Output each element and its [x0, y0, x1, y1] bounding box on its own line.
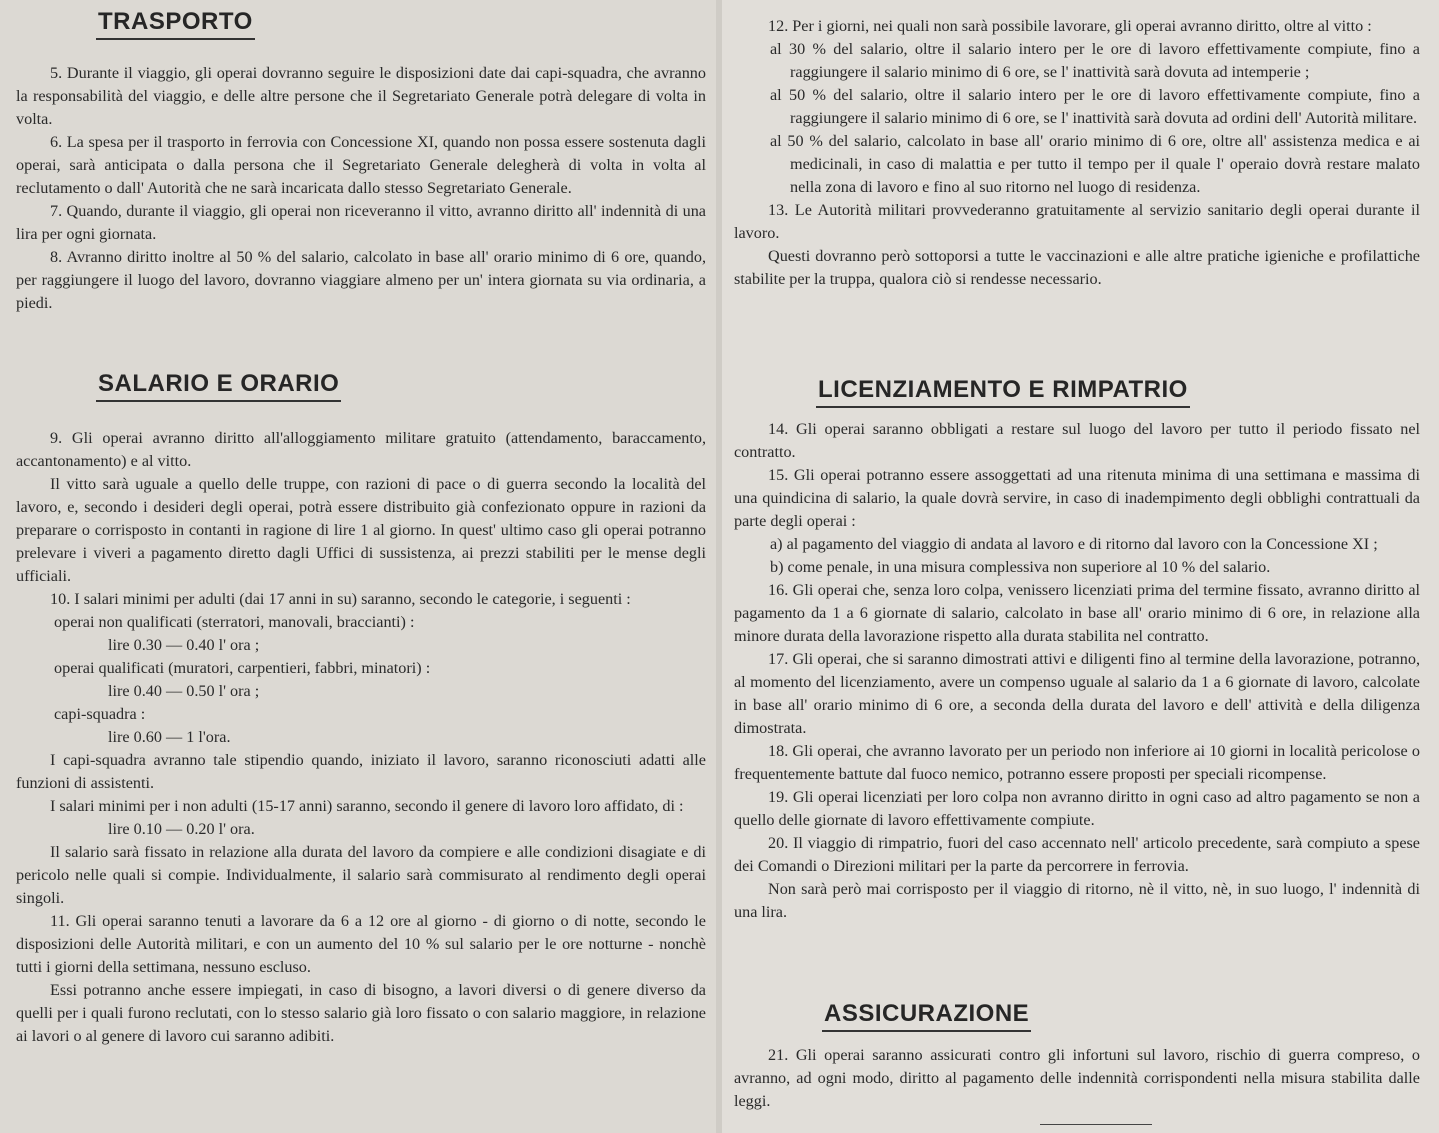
article-19: 19. Gli operai licenziati per loro colpa non avranno diritto in ogni caso ad altro pagamento se non a quello delle giornate di lavoro effettivamente compiute.	[734, 788, 1420, 829]
article-5: 5. Durante il viaggio, gli operai dovranno seguire le disposizioni date dai capi-squadra, che avranno la responsabilità del viaggio, e delle altre persone che il Segretariato Generale potrà delegare di volta in volta.	[16, 64, 706, 128]
heading-licenziamento-rimpatrio: LICENZIAMENTO E RIMPATRIO	[816, 376, 1190, 408]
rate-non-adulti: lire 0.10 — 0.20 l' ora.	[108, 820, 255, 838]
article-10: 10. I salari minimi per adulti (dai 17 anni in su) saranno, secondo le categorie, i seguenti :	[50, 590, 631, 608]
category-capi-squadra: capi-squadra :	[54, 705, 146, 723]
article-9-vitto: Il vitto sarà uguale a quello delle truppe, con razioni di pace o di guerra secondo la località del lavoro, e, secondo i desideri degli operai, potrà essere distribuito già confezionato oppure in razioni da preparare o corrisposto in contanti in ragione di lire 1 al giorno. In quest' ultimo caso gli operai potranno prelevare i viveri a pagamento diretto dagli Uffici di sussistenza, ai prezzi stabiliti per le mense degli ufficiali.	[16, 475, 706, 585]
article-8: 8. Avranno diritto inoltre al 50 % del salario, calcolato in base all' orario minimo di 6 ore, quando, per raggiungere il luogo del lavoro, dovranno viaggiare almeno per un' intera giornata su via ordinaria, a piedi.	[16, 248, 706, 312]
rate-unqualified: lire 0.30 — 0.40 l' ora ;	[108, 636, 260, 654]
article-14: 14. Gli operai saranno obbligati a restare sul luogo del lavoro per tutto il periodo fissato nel contratto.	[734, 420, 1420, 461]
article-10-fissato: Il salario sarà fissato in relazione alla durata del lavoro da compiere e alle condizioni disagiate e di pericolo nelle quali si compie. Individualmente, il salario sarà commisurato al rendimento degli operai singoli.	[16, 843, 706, 907]
article-12-malattia: al 50 % del salario, calcolato in base all' orario minimo di 6 ore, oltre all' assistenza medica e ai medicinali, in caso di malattia e per tutto il tempo per il quale l' operaio dovrà restare malato nella zona di lavoro e fino al suo ritorno nel luogo di residenza.	[770, 132, 1420, 196]
article-21: 21. Gli operai saranno assicurati contro gli infortuni sul lavoro, rischio di guerra compreso, o avranno, ad ogni modo, diritto al pagamento delle indennità corrispondenti nella misura stabilita dalle leggi.	[734, 1046, 1420, 1110]
article-13-vaccinazioni: Questi dovranno però sottoporsi a tutte le vaccinazioni e alle altre pratiche igieniche e profilattiche stabilite per la truppa, qualora ciò si rendesse necessario.	[734, 247, 1420, 288]
article-10-non-adulti: I salari minimi per i non adulti (15-17 anni) saranno, secondo il genere di lavoro loro affidato, di :	[50, 797, 684, 815]
article-12: 12. Per i giorni, nei quali non sarà possibile lavorare, gli operai avranno diritto, oltre al vitto :	[768, 17, 1372, 35]
article-15-a: a) al pagamento del viaggio di andata al lavoro e di ritorno dal lavoro con la Concessione XI ;	[770, 535, 1378, 553]
article-6: 6. La spesa per il trasporto in ferrovia con Concessione XI, quando non possa essere sostenuta dagli operai, sarà anticipata o dalla persona che il Segretariato Generale delegherà di volta in volta al reclutamento o dall' Autorità che ne sarà incaricata dallo stesso Segretariato Generale.	[16, 133, 706, 197]
article-12-intemperie: al 30 % del salario, oltre il salario intero per le ore di lavoro effettivamente compiute, fino a raggiungere il salario minimo di 6 ore, se l' inattività sarà dovuta ad intemperie ;	[770, 40, 1420, 81]
article-20-ritorno: Non sarà però mai corrisposto per il viaggio di ritorno, nè il vitto, nè, in suo luogo, l' indennità di una lira.	[734, 880, 1420, 921]
article-15-b: b) come penale, in una misura complessiva non superiore al 10 % del salario.	[770, 558, 1271, 576]
right-page	[722, 0, 1439, 1133]
article-11: 11. Gli operai saranno tenuti a lavorare da 6 a 12 ore al giorno - di giorno o di notte, secondo le disposizioni delle Autorità militari, e con un aumento del 10 % sul salario per le ore notturne - nonchè tutti i giorni della settimana, nessuno escluso.	[16, 912, 706, 976]
heading-salario-orario: SALARIO E ORARIO	[96, 370, 341, 402]
category-unqualified: operai non qualificati (sterratori, manovali, braccianti) :	[54, 613, 415, 631]
article-9: 9. Gli operai avranno diritto all'alloggiamento militare gratuito (attendamento, baraccamento, accantonamento) e al vitto.	[16, 429, 706, 470]
article-10-capi: I capi-squadra avranno tale stipendio quando, iniziato il lavoro, saranno riconosciuti adatti alle funzioni di assistenti.	[16, 751, 706, 792]
article-12-ordini: al 50 % del salario, oltre il salario intero per le ore di lavoro effettivamente compiute, fino a raggiungere il salario minimo di 6 ore, se l' inattività sarà dovuta ad ordini dell' Autorità militare.	[770, 86, 1420, 127]
end-rule	[1040, 1124, 1152, 1125]
article-16: 16. Gli operai che, senza loro colpa, venissero licenziati prima del termine fissato, avranno diritto al pagamento da 1 a 6 giornate di salario, calcolato in base all' orario minimo di 6 ore, in relazione alla minore durata della lavorazione rispetto alla durata stabilita nel contratto.	[734, 581, 1420, 645]
article-11-impiegati: Essi potranno anche essere impiegati, in caso di bisogno, a lavori diversi o di genere diverso da quelli per i quali furono reclutati, con lo stesso salario già loro fissato o con salario maggiore, in relazione ai lavori o al genere di lavoro cui saranno adibiti.	[16, 981, 706, 1045]
category-qualified: operai qualificati (muratori, carpentieri, fabbri, minatori) :	[54, 659, 431, 677]
article-7: 7. Quando, durante il viaggio, gli operai non riceveranno il vitto, avranno diritto all' indennità di una lira per ogni giornata.	[16, 202, 706, 243]
rate-qualified: lire 0.40 — 0.50 l' ora ;	[108, 682, 260, 700]
rate-capi-squadra: lire 0.60 — 1 l'ora.	[108, 728, 231, 746]
heading-trasporto: TRASPORTO	[96, 8, 255, 40]
left-page	[0, 0, 716, 1133]
article-18: 18. Gli operai, che avranno lavorato per un periodo non inferiore ai 10 giorni in località pericolose o frequentemente battute dal fuoco nemico, potranno essere proposti per speciali ricompense.	[734, 742, 1420, 783]
article-20: 20. Il viaggio di rimpatrio, fuori del caso accennato nell' articolo precedente, sarà compiuto a spese dei Comandi o Direzioni militari per la parte da percorrere in ferrovia.	[734, 834, 1420, 875]
article-15: 15. Gli operai potranno essere assoggettati ad una ritenuta minima di una settimana e massima di una quindicina di salario, la quale dovrà servire, in caso di inadempimento degli obblighi contrattuali da parte degli operai :	[734, 466, 1420, 530]
heading-assicurazione: ASSICURAZIONE	[822, 1000, 1031, 1032]
article-17: 17. Gli operai, che si saranno dimostrati attivi e diligenti fino al termine della lavorazione, potranno, al momento del licenziamento, avere un compenso uguale al salario da 1 a 6 giornate di lavoro, calcolate in base all' orario minimo di 6 ore, a seconda della durata del lavoro e dell' attività e della diligenza dimostrata.	[734, 650, 1420, 737]
article-13: 13. Le Autorità militari provvederanno gratuitamente al servizio sanitario degli operai durante il lavoro.	[734, 201, 1420, 242]
